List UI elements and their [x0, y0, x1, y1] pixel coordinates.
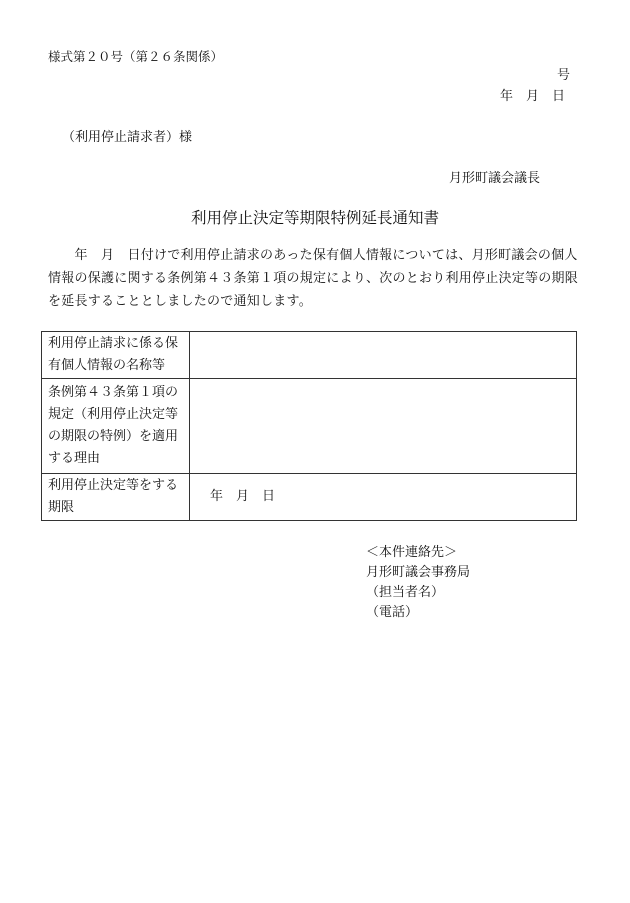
row-label: [42, 474, 190, 521]
deadline-date: 年 月 日: [210, 489, 276, 504]
contact-person: （担当者名）: [366, 585, 445, 600]
table-row-deadline: [42, 474, 577, 521]
recipient: （利用停止請求者）様: [62, 130, 193, 145]
row-label-line: 有個人情報の名称等: [48, 358, 166, 373]
table-row-information-name: [42, 332, 577, 379]
contact-block: [366, 543, 470, 623]
row-label-line: 利用停止請求に係る保: [48, 336, 179, 351]
row-label-line: の期限の特例）を適用: [48, 429, 179, 444]
sender: 月形町議会議長: [449, 171, 541, 186]
row-label-line: 規定（利用停止決定等: [48, 407, 179, 422]
row-label-line: 利用停止決定等をする: [48, 478, 179, 493]
row-value: [190, 379, 577, 474]
row-value: [190, 332, 577, 379]
contact-heading: ＜本件連絡先＞: [366, 545, 458, 560]
row-label: [42, 332, 190, 379]
contact-phone: （電話）: [366, 605, 419, 620]
row-value-deadline: [190, 474, 577, 521]
form-number: 様式第２０号（第２６条関係）: [48, 49, 224, 64]
document-title: 利用停止決定等期限特例延長通知書: [190, 209, 439, 227]
document-number: 号: [557, 68, 571, 83]
table-row-reason: [42, 379, 577, 474]
body-line: 年 月 日付けで利用停止請求のあった保有個人情報については、月形町議会の個人: [48, 248, 578, 263]
info-table: [41, 331, 577, 521]
row-label-line: する理由: [48, 451, 101, 466]
row-label: [42, 379, 190, 474]
body-line: 情報の保護に関する条例第４３条第１項の規定により、次のとおり利用停止決定等の期限: [48, 271, 579, 286]
row-label-line: 期限: [48, 500, 75, 515]
contact-office: 月形町議会事務局: [366, 565, 471, 580]
body-paragraph: [48, 244, 582, 313]
issue-date: 年 月 日: [500, 89, 566, 104]
body-line: を延長することとしましたので通知します。: [48, 294, 312, 309]
row-label-line: 条例第４３条第１項の: [48, 385, 179, 400]
